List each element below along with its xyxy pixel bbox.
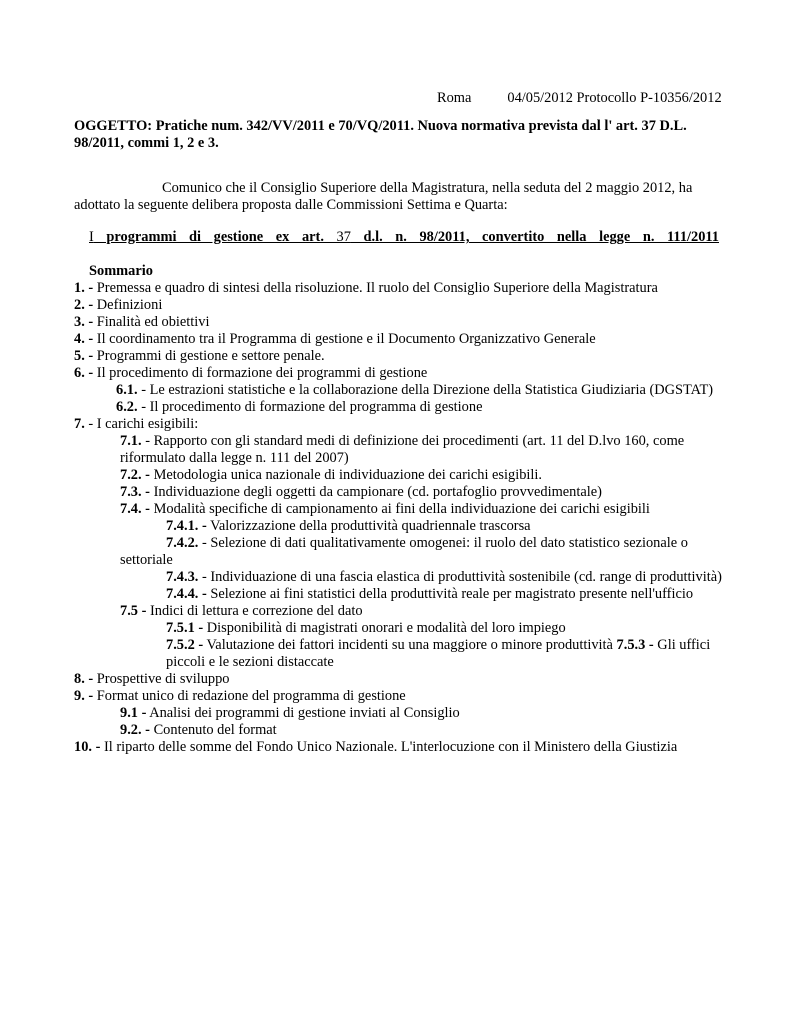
toc-item: 6.1. - Le estrazioni statistiche e la collaborazione della Direzione della Statistica Giudiziaria (DGSTAT) — [116, 382, 714, 398]
toc-item: 5. - Programmi di gestione e settore penale. — [74, 348, 325, 364]
toc-item: 7. - I carichi esigibili: — [74, 416, 199, 432]
toc-item: 7.3. - Individuazione degli oggetti da campionare (cd. portafoglio provvedimentale) — [120, 484, 602, 500]
toc-item: 7.5.1 - Disponibilità di magistrati onorari e modalità del loro impiego — [166, 620, 566, 636]
intro-text: Comunico che il Consiglio Superiore della Magistratura, nella seduta del 2 maggio 2012, ha adottato la seguente delibera proposta dalle Commissioni Settima e Quarta: — [74, 180, 693, 213]
toc-item: 2. - Definizioni — [74, 297, 163, 313]
toc-item: 4. - Il coordinamento tra il Programma di gestione e il Documento Organizzativo Generale — [74, 331, 596, 347]
toc-item: 7.5 - Indici di lettura e correzione del dato — [120, 603, 363, 619]
toc-item: 9.1 - Analisi dei programmi di gestione inviati al Consiglio — [120, 705, 460, 721]
toc-item: 10. - Il riparto delle somme del Fondo Unico Nazionale. L'interlocuzione con il Ministero della Giustizia — [74, 739, 678, 755]
intro-paragraph — [74, 180, 724, 214]
toc-item: 7.4.1. - Valorizzazione della produttività quadriennale trascorsa — [166, 518, 531, 534]
header-date-protocol: 04/05/2012 Protocollo P-10356/2012 — [507, 90, 722, 106]
toc-item: 7.4.4. - Selezione ai fini statistici della produttività reale per magistrato presente nell'ufficio — [166, 586, 694, 602]
subject-heading: OGGETTO: Pratiche num. 342/VV/2011 e 70/VQ/2011. Nuova normativa prevista dal l' art. 37 D.L. 98/2011, commi 1, 2 e 3. — [74, 118, 687, 151]
document-title — [89, 229, 719, 246]
title-part-2: programmi di gestione ex art. — [93, 229, 337, 245]
toc-item: 6.2. - Il procedimento di formazione del programma di gestione — [116, 399, 483, 415]
toc-item: 7.2. - Metodologia unica nazionale di individuazione dei carichi esigibili. — [120, 467, 543, 483]
table-of-contents — [74, 280, 724, 756]
title-part-3: 37 — [336, 229, 351, 245]
toc-item: 7.1. - Rapporto con gli standard medi di definizione dei procedimenti (art. 11 del D.lvo 160, come riformulato dalla legge n. 111 del 2007) — [120, 433, 685, 466]
header-line — [437, 90, 722, 107]
toc-item: 3. - Finalità ed obiettivi — [74, 314, 210, 330]
toc-item: 6. - Il procedimento di formazione dei programmi di gestione — [74, 365, 428, 381]
toc-item: 7.4.3. - Individuazione di una fascia elastica di produttività sostenibile (cd. range di produttività) — [166, 569, 722, 585]
toc-item: 7.5.2 - Valutazione dei fattori incidenti su una maggiore o minore produttività 7.5.3 - Gli uffici piccoli e le sezioni distaccate — [166, 637, 711, 670]
toc-item: 7.4.2. - Selezione di dati qualitativamente omogenei: il ruolo del dato statistico sezionale o settoriale — [120, 535, 688, 568]
title-part-1: I — [89, 229, 94, 245]
toc-heading: Sommario — [89, 263, 153, 279]
title-part-4: d.l. n. 98/2011, convertito nella legge n. 111/2011 — [350, 229, 719, 245]
toc-item: 9. - Format unico di redazione del programma di gestione — [74, 688, 406, 704]
toc-item: 1. - Premessa e quadro di sintesi della risoluzione. Il ruolo del Consiglio Superiore della Magistratura — [74, 280, 658, 296]
toc-item: 7.4. - Modalità specifiche di campionamento ai fini della individuazione dei carichi esigibili — [120, 501, 650, 517]
toc-item: 8. - Prospettive di sviluppo — [74, 671, 230, 687]
header-place: Roma — [437, 90, 472, 106]
toc-item: 9.2. - Contenuto del format — [120, 722, 277, 738]
